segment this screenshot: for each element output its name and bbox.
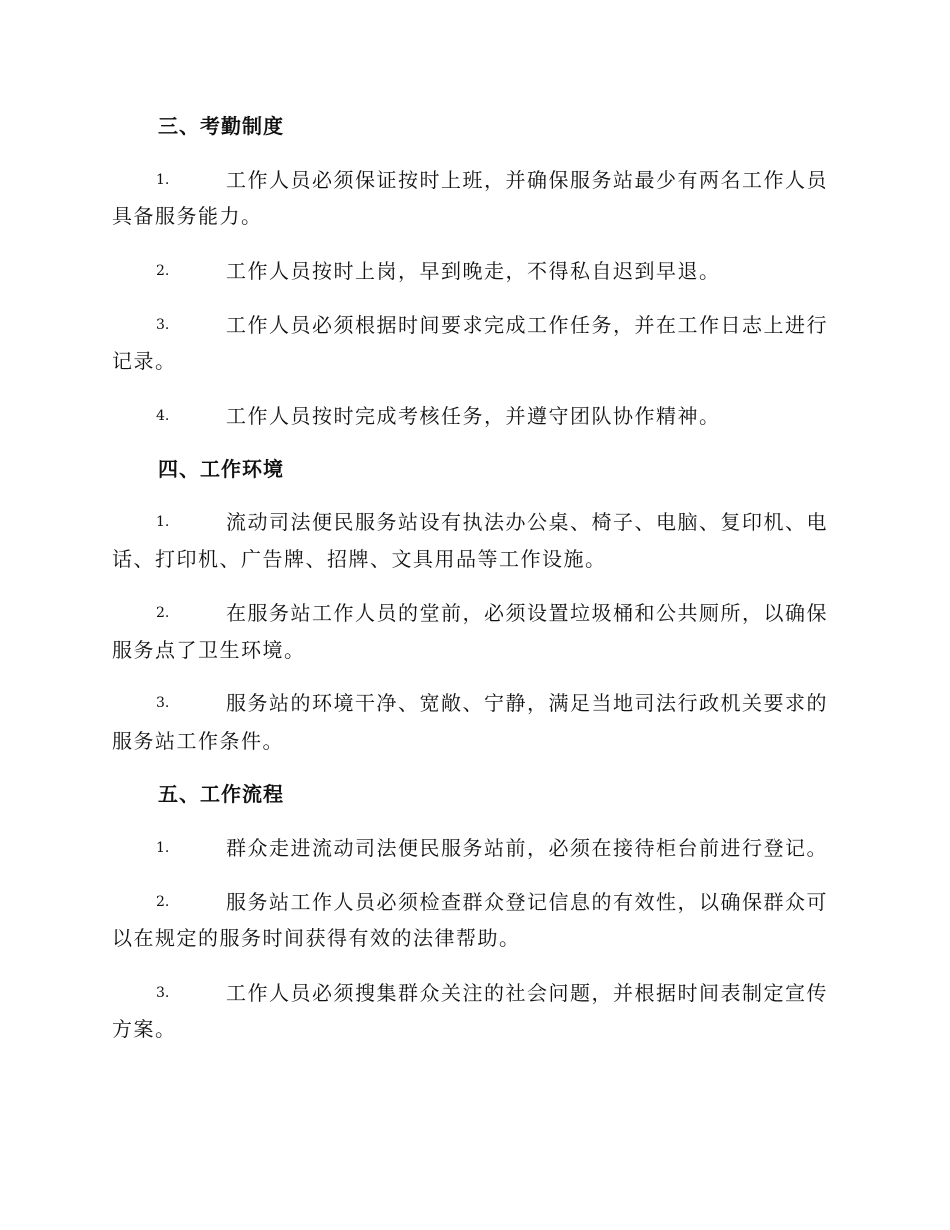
item-text-continued: 具备服务能力。 [112,204,263,228]
item-number: 4. [156,408,170,424]
item-text: 工作人员按时上岗，早到晚走，不得私自迟到早退。 [226,259,721,283]
section-heading-attendance: 三、考勤制度 [158,114,284,138]
item-number: 3. [156,985,170,1001]
item-number: 3. [156,317,170,333]
item-number: 1. [156,514,170,530]
item-text: 工作人员必须搜集群众关注的社会问题，并根据时间表制定宣传 [226,981,828,1005]
item-text-continued: 服务点了卫生环境。 [112,638,306,662]
item-number: 2. [156,605,170,621]
item-text-continued: 服务站工作条件。 [112,729,284,753]
item-text: 工作人员必须根据时间要求完成工作任务，并在工作日志上进行 [226,313,828,337]
item-text: 工作人员必须保证按时上班，并确保服务站最少有两名工作人员 [226,168,828,192]
item-number: 2. [156,894,170,910]
item-number: 1. [156,840,170,856]
section-heading-workflow: 五、工作流程 [158,782,284,806]
item-text: 服务站工作人员必须检查群众登记信息的有效性，以确保群众可 [226,890,828,914]
item-number: 1. [156,172,170,188]
item-text: 群众走进流动司法便民服务站前，必须在接待柜台前进行登记。 [226,836,828,860]
item-text: 流动司法便民服务站设有执法办公桌、椅子、电脑、复印机、电 [226,510,828,534]
item-text-continued: 方案。 [112,1017,177,1041]
item-text-continued: 话、打印机、广告牌、招牌、文具用品等工作设施。 [112,547,607,571]
item-text: 服务站的环境干净、宽敞、宁静，满足当地司法行政机关要求的 [226,691,828,715]
item-number: 2. [156,263,170,279]
item-number: 3. [156,695,170,711]
item-text: 在服务站工作人员的堂前，必须设置垃圾桶和公共厕所，以确保 [226,601,828,625]
item-text-continued: 以在规定的服务时间获得有效的法律帮助。 [112,926,521,950]
section-heading-environment: 四、工作环境 [158,457,284,481]
item-text-continued: 记录。 [112,349,177,373]
item-text: 工作人员按时完成考核任务，并遵守团队协作精神。 [226,404,721,428]
